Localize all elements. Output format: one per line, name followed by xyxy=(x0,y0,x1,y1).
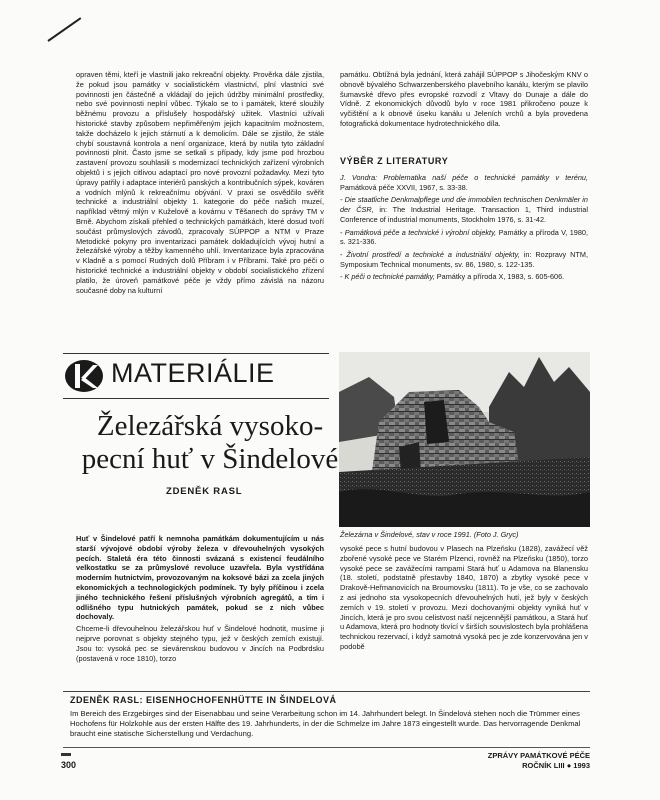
column-top-right xyxy=(340,70,588,129)
section-rule xyxy=(63,398,329,399)
column-top-left xyxy=(76,70,324,295)
literature-heading: VÝBĚR Z LITERATURY xyxy=(340,156,449,166)
literature-item xyxy=(340,173,588,192)
literature-source: Památky a příroda V, 1980, s. 321-336. xyxy=(340,227,588,247)
body-paragraph: opraven těmi, kteří je vlastnili jako rekreační objekty. Prověrka dále zjistila, že pokud jsou památky v socialistickém vlastnictví, plní vlastníci své povinnosti jen částečně a vkládají do jejich údržby minimální prostředky, nebo své povinnosti neplní vůbec. Týkalo se to i památek, které sloužily běžnému provozu a příslušely hospodářský užitek. Vlastníci užívali historické stavby způsobem nepřiměřeným jejich kapacitním možnostem, takže docházelo k jejich stárnutí a k demolicím. Dále se zjistilo, že stále chybí soustavná kontrola a není organizace, která by nutila tyto základní povinnosti plnit. Často jsme se setkali s případy, kdy jsme pod hrozbou zastavení provozu souhlasili s modernizací technických zařízení výrobních objektů i s jejich citlivou adaptací pro nové provozní požadavky. Mezi tyto úpravy patřily i adaptace interiérů panských a kontribučních sýpek, kováren a vodních mlýnů k rekreačnímu obývání. V praxi se osvědčilo svěřit technické a industriální objekty 1. kategorie do péče našich muzeí, například větrný mlýn v Kuželově a kovárnu v Těšanech do správy TM v Brně. Abychom získali přehled o technických památkách, které dosud tvoří součást průmyslových závodů, zpracovaly SÚPPOP a NTM v Praze Metodické pokyny pro inventarizaci památek dokladujících vývoj hutní a železářské výroby a těžby kamenného uhlí. Inventarizace byla zpracována v Kladně a s pomocí Rudných dolů Příbram i v Příbrami. Také pro péči o historické technické a industriální objekty v období socialistického zřízení platilo, že úroveň památkové péče je vždy přímo závislá na názoru současné doby na kulturní xyxy=(76,70,324,295)
literature-source: Památková péče XXVII, 1967, s. 33-38. xyxy=(340,182,468,192)
ruin-photo xyxy=(339,352,590,527)
section-rule xyxy=(63,353,329,354)
literature-title: - Památková péče a technické i výrobní objekty, xyxy=(340,227,497,237)
literature-title: - Die staatliche Denkmalpflege und die immobilen technischen Denkmäler in der ČSR, xyxy=(340,195,588,215)
literature-list xyxy=(340,173,588,285)
literature-item xyxy=(340,195,588,224)
literature-item xyxy=(340,250,588,269)
article-lead: Huť v Šindelové patří k nemnoha památkám dokumentujícím u nás starší vývojové období výroby železa v dřevouhelných vysokých pecích. Staletá éra této činnosti svázaná s existencí feudálního velkostatku se za průmyslové revoluce uzavřela. Byla vystřídána moderním hutnictvím, provozovaným na koksové bázi za zcela jiných ekonomických a technologických podmínek. Ty byly příčinou i zcela jiného technického řešení příslušných výrobních agregátů, a tím i odlišného typu hutnických památek, pokud se z nich vůbec dochovaly. xyxy=(76,534,324,622)
literature-source: in: The Industrial Heritage. Transaction 1, Third industrial Conference of industrial monuments, Stockholm 1976, s. 31-42. xyxy=(340,205,588,224)
literature-title: - Životní prostředí a technické a industriální objekty, xyxy=(340,249,520,259)
article-column-right xyxy=(340,544,588,652)
page-number-marker xyxy=(61,753,71,756)
summary-rule xyxy=(63,691,590,692)
journal-volume: ROČNÍK LIII ● 1993 xyxy=(522,760,590,770)
page-number: 300 xyxy=(61,760,77,770)
scan-pen-mark xyxy=(47,17,81,42)
section-logo-icon xyxy=(63,358,105,394)
literature-title: J. Vondra: Problematika naší péče o technické památky v terénu, xyxy=(340,173,588,182)
journal-title: ZPRÁVY PAMÁTKOVÉ PÉČE xyxy=(487,751,590,760)
literature-item xyxy=(340,228,588,247)
section-label: MATERIÁLIE xyxy=(111,358,275,388)
article-author: ZDENĚK RASL xyxy=(166,486,243,497)
literature-title: - K péči o technické památky, xyxy=(340,272,435,282)
photo-caption: Železárna v Šindelové, stav v roce 1991. (Foto J. Gryc) xyxy=(340,530,519,539)
body-paragraph: Chceme-li dřevouhelnou železářskou huť v Šindelové hodnotit, musíme ji nejprve porovnat s objekty stejného typu, jež v českých zemích existují. Jsou to: vysoká pec se sievárenskou budovou v Jincích na Podbrdsku (postavená v roce 1810), torzo xyxy=(76,624,324,663)
article-title-line: pecní huť v Šindelové xyxy=(81,443,339,475)
summary-heading: ZDENĚK RASL: EISENHOCHOFENHÜTTE IN ŠINDELOVÁ xyxy=(70,695,337,705)
literature-source: in: Rozpravy NTM, Symposium Technical monuments, sv. 86, 1980, s. 122-135. xyxy=(340,249,588,269)
footer-rule xyxy=(63,747,590,748)
article-column-left xyxy=(76,534,324,663)
literature-item xyxy=(340,272,588,282)
body-paragraph: památku. Obtížná byla jednání, která zahájil SÚPPOP s Jihočeským KNV o obnově bývalého Schwarzenberského plavebního kanálu, kterým se plavilo šumavské dřevo přes evropské rozvodí z Vltavy do Dunaje a dále do Vídně. Z ekonomických důvodů bylo v roce 1981 přikročeno pouze k vyčištění a k obnově úseku kanálu u Jeleních vrchů a byla provedena fotografická dokumentace hydrotechnického díla. xyxy=(340,70,588,128)
literature-source: Památky a příroda X, 1983, s. 605-606. xyxy=(434,272,565,282)
journal-name xyxy=(488,751,590,770)
body-paragraph: vysoké pece s hutní budovou v Plasech na Plzeňsku (1828), zavážecí věž zbořené vysoké pece ve Starém Plzenci, rovněž na Plzeňsku (1850), torzo vysoké pece se zavážecími rampami Stará huť u Adamova na Blanensku (18. století, podstatně přestavby 1840, 1870) a zbytky vysoké pece v Drakově-Heřmanovicích na Broumovsku (1811). To je vše, co se zachovalo z asi jednoho sta vysokopecních dřevouhelných hutí, jež byly v českých zemích v 19. století v provozu. Mezi dochovanými objekty vyniká huť v Jincích, která je pro svou celistvost naší nejcennější památkou, a Stará huť u Adamova, která pro hodnoty tkvící v širších souvislostech byla prohlášena technickou rezervací, i když samotná vysoká pec je zde konzervována jen v podobě xyxy=(340,544,588,651)
summary-text: Im Bereich des Erzgebirges sind der Eisenabbau und seine Verarbeitung schon im 14. Jahrhundert belegt. In Šindelová stehen noch die Trümmer eines Hochofens für Holzkohle aus der ersten Hälfte des 19. Jahrhunderts, in der die Schmelze im Jahre 1873 eingestellt wurde. Das hervorragende Denkmal braucht eine statische Sicherstellung und Verdachung. xyxy=(70,709,581,738)
section-banner xyxy=(63,356,329,396)
article-title-line: Železářská vysoko- xyxy=(96,410,324,442)
article-title xyxy=(80,410,340,476)
